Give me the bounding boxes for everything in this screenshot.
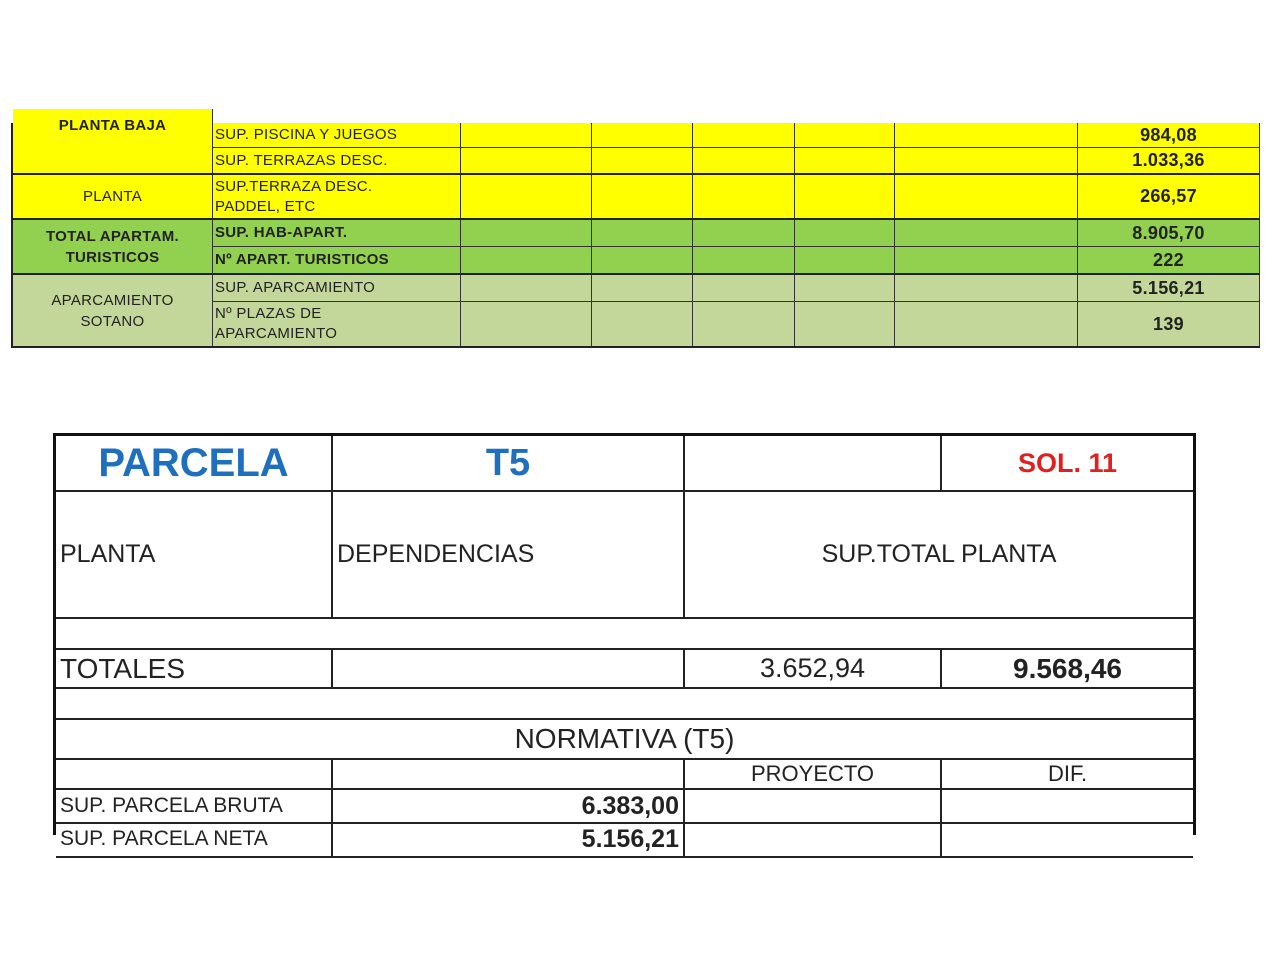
totales-value-1: 3.652,94 [685, 650, 942, 689]
row-value: 1.033,36 [1078, 148, 1260, 175]
row-value: 222 [1078, 247, 1260, 275]
row-value: 8.905,70 [1078, 220, 1260, 247]
header-sup-total: SUP.TOTAL PLANTA [685, 492, 1193, 619]
row-label: SUP. TERRAZAS DESC. [213, 148, 461, 175]
group-aparcamiento: APARCAMIENTO SOTANO [13, 275, 213, 346]
parcela-code: T5 [333, 436, 685, 492]
row-parcela-bruta-value: 6.383,00 [333, 790, 685, 824]
row-label: SUP. APARCAMIENTO [213, 275, 461, 302]
group-planta: PLANTA [13, 175, 213, 220]
top-surface-table [11, 117, 1260, 348]
sub-header-dif: DIF. [942, 760, 1193, 790]
totales-label: TOTALES [56, 650, 333, 689]
parcela-title: PARCELA [56, 436, 333, 492]
row-parcela-bruta-label: SUP. PARCELA BRUTA [56, 790, 333, 824]
group-total-apartam: TOTAL APARTAM. TURISTICOS [13, 220, 213, 275]
totales-value-2: 9.568,46 [942, 650, 1193, 689]
row-parcela-neta-value: 5.156,21 [333, 824, 685, 858]
parcela-sol: SOL. 11 [942, 436, 1193, 492]
sub-header-proyecto: PROYECTO [685, 760, 942, 790]
row-parcela-neta-label: SUP. PARCELA NETA [56, 824, 333, 858]
group-planta-baja-label: PLANTA BAJA [58, 117, 167, 134]
row-label: SUP. HAB-APART. [213, 220, 461, 247]
group-planta-baja [13, 109, 213, 175]
row-label: SUP. PISCINA Y JUEGOS [213, 123, 461, 148]
parcela-table [53, 433, 1196, 853]
row-label: SUP.TERRAZA DESC. PADDEL, ETC [213, 175, 461, 220]
header-planta: PLANTA [56, 492, 333, 619]
normativa-header: NORMATIVA (T5) [56, 720, 1193, 760]
row-label: Nº APART. TURISTICOS [213, 247, 461, 275]
row-value: 139 [1078, 302, 1260, 346]
row-value: 5.156,21 [1078, 275, 1260, 302]
row-value: 984,08 [1078, 123, 1260, 148]
header-dependencias: DEPENDENCIAS [333, 492, 685, 619]
row-value: 266,57 [1078, 175, 1260, 220]
row-label: Nº PLAZAS DE APARCAMIENTO [213, 302, 461, 346]
